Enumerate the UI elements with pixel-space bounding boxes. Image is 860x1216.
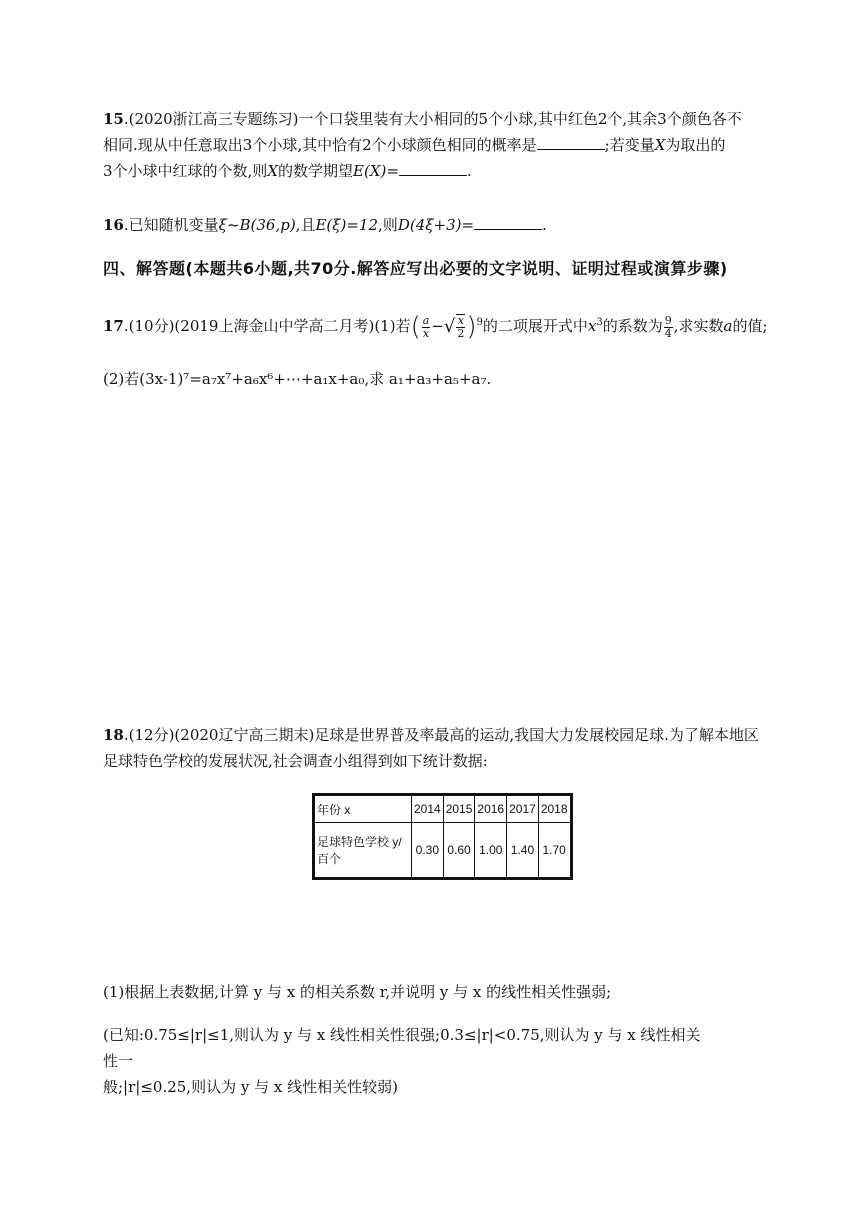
question-text: 相同.现从中任意取出3个小球,其中恰有2个小球颜色相同的概率是: [103, 136, 537, 154]
question-number: 15: [103, 110, 124, 128]
table-cell: 1.00: [475, 823, 507, 879]
table-row-label: 足球特色学校 y/百个: [314, 823, 412, 879]
distribution: ξ~B(36,p): [218, 216, 296, 234]
question-text: 的二项展开式中: [482, 317, 588, 335]
question-text: ,则: [378, 216, 398, 234]
question-15: [103, 106, 763, 184]
fraction: $\frac{x}{2}$: [457, 314, 465, 340]
answer-blank: [399, 159, 467, 176]
table-cell: 1.70: [538, 823, 571, 879]
question-18-part1: (1)根据上表数据,计算 y 与 x 的相关系数 r,并说明 y 与 x 的线性相关性强弱;: [103, 983, 612, 1001]
expectation: E(ξ)=12: [315, 216, 379, 234]
punctuation: .: [466, 162, 472, 180]
question-text: ,且: [295, 216, 316, 234]
table-cell: 2014: [412, 795, 444, 823]
variable: a: [723, 317, 733, 335]
table-cell: 2018: [538, 795, 571, 823]
table-cell: 2015: [443, 795, 475, 823]
question-text: ;若变量: [604, 136, 655, 154]
variable: X: [654, 136, 666, 154]
note-line: 般;|r|≤0.25,则认为 y 与 x 线性相关性较弱): [103, 1078, 398, 1096]
fraction: $\frac{9}{4}$: [664, 313, 672, 340]
data-table: [312, 793, 573, 880]
table-row: [314, 823, 572, 879]
question-16: [103, 212, 763, 238]
exponent: 9: [476, 317, 483, 328]
table-cell: 2017: [507, 795, 539, 823]
question-text: .(10分)(2019上海金山中学高二月考)(1)若: [123, 317, 411, 335]
question-number: 16: [103, 216, 124, 234]
table-cell: 2016: [475, 795, 507, 823]
question-text: 的值;: [732, 317, 768, 335]
table-cell: 1.40: [507, 823, 539, 879]
exponent: 3: [596, 317, 603, 328]
question-text: 3个小球中红球的个数,则: [103, 162, 268, 180]
question-text: 为取出的: [665, 136, 726, 154]
variable: X: [267, 162, 279, 180]
question-text: ,求实数: [673, 317, 724, 335]
question-text: .(2020浙江高三专题练习)一个口袋里装有大小相同的5个小球,其中红色2个,其余3个颜色各不: [123, 110, 742, 128]
question-number: 18: [103, 726, 124, 744]
table-cell: 0.30: [412, 823, 444, 879]
punctuation: .: [542, 216, 547, 234]
variance: D(4ξ+3)=: [397, 216, 475, 234]
question-text: .已知随机变量: [123, 216, 219, 234]
fraction: $\frac{a}{x}$: [422, 313, 430, 340]
table-row: [314, 795, 572, 823]
table-cell: 0.60: [443, 823, 475, 879]
section-heading: 四、解答题(本题共6小题,共70分.解答应写出必要的文字说明、证明过程或演算步骤): [103, 259, 728, 278]
answer-blank: [474, 213, 542, 230]
question-text: 的数学期望: [278, 162, 354, 180]
answer-blank: [537, 133, 605, 150]
expectation: E(X)=: [353, 162, 399, 180]
question-18-note: [103, 1022, 713, 1100]
minus-sign: −: [431, 317, 444, 335]
table-header-label: 年份 x: [314, 795, 412, 823]
question-number: 17: [103, 317, 124, 335]
question-text: 足球特色学校的发展状况,社会调查小组得到如下统计数据:: [103, 752, 488, 770]
variable: x: [587, 317, 597, 335]
question-text: .(12分)(2020辽宁高三期末)足球是世界普及率最高的运动,我国大力发展校园足球.为了解本地区: [123, 726, 759, 744]
note-line: (已知:0.75≤|r|≤1,则认为 y 与 x 线性相关性很强;0.3≤|r|<0.75,则认为 y 与 x 线性相关性一: [103, 1026, 701, 1070]
question-17: 17.(10分)(2019上海金山中学高二月考)(1)若( $\frac{a}{x}$ −√ $\frac{x}{2}$ )$^9$的二项展开式中$x^3$的系数为 $\frac{9}{4}$ ,求实数a的值;: [103, 312, 768, 342]
question-17-part2: (2)若(3x-1)⁷=a₇x⁷+a₆x⁶+⋯+a₁x+a₀,求 a₁+a₃+a₅+a₇.: [103, 370, 492, 388]
question-18: [103, 722, 773, 774]
question-text: 的系数为: [602, 317, 663, 335]
